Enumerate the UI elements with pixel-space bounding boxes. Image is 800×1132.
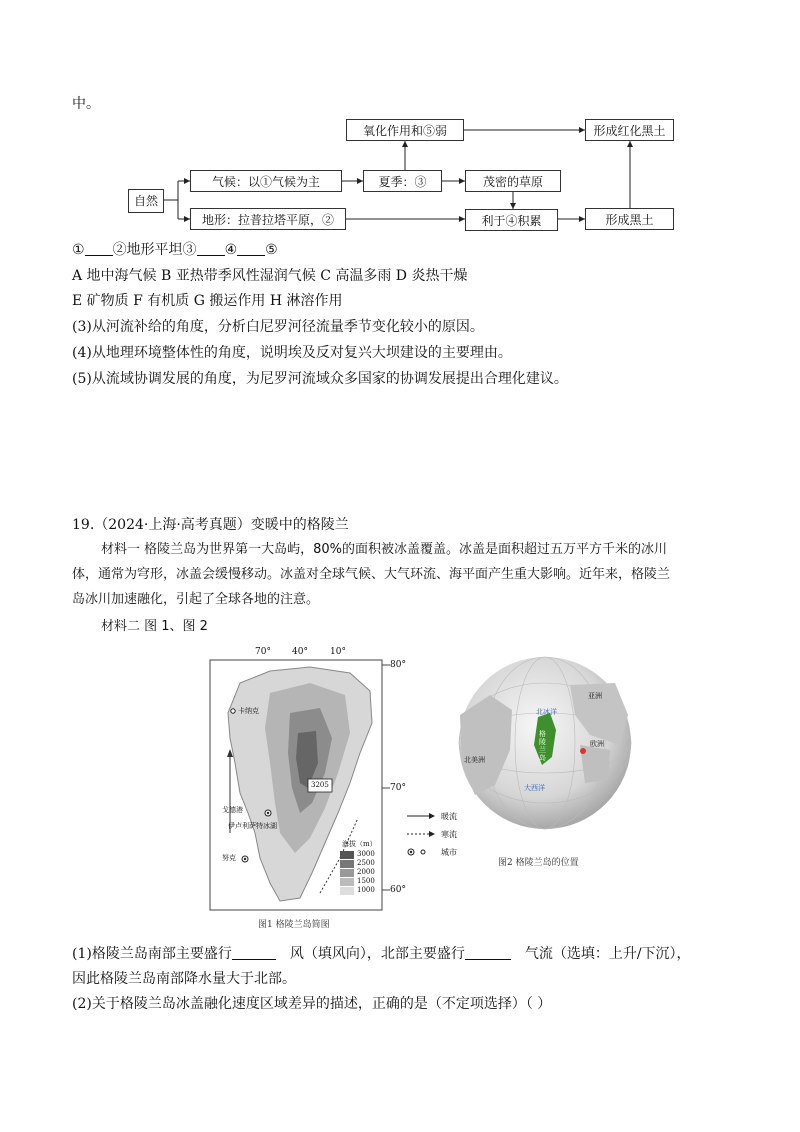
peak-elevation: 3205 xyxy=(311,781,329,789)
answer-blanks-line xyxy=(72,240,278,260)
question-18-part-5: (5)从流域协调发展的角度，为尼罗河流域众多国家的协调发展提出合理化建议。 xyxy=(72,371,568,387)
globe-label-greenland: 格陵兰岛 xyxy=(539,730,546,762)
flow-node-summer: 夏季：③ xyxy=(363,170,442,192)
figure-1-greenland-map xyxy=(200,643,410,933)
lat-label-70: 70° xyxy=(390,783,406,793)
elevation-legend-title: 海拔（m） xyxy=(342,840,377,848)
lon-label-10: 10° xyxy=(330,647,346,657)
elevation-level-2500: 2500 xyxy=(357,859,375,867)
flow-node-black-soil: 形成黑土 xyxy=(585,208,674,230)
options-row-1: A 地中海气候 B 亚热带季风性湿润气候 C 高温多雨 D 炎热干燥 xyxy=(72,268,468,284)
answer-blank-4[interactable] xyxy=(237,241,265,256)
place-ilulissat: 伊卢利萨特冰湖 xyxy=(228,822,277,830)
greenland-map-graphic xyxy=(200,643,410,933)
question-19-heading: 19.（2024·上海·高考真题）变暖中的格陵兰 xyxy=(72,517,349,533)
options-row-2: E 矿物质 F 有机质 G 搬运作用 H 淋溶作用 xyxy=(72,293,343,309)
globe-label-asia: 亚洲 xyxy=(588,692,602,700)
material-1-line-3: 岛冰川加速融化，引起了全球各地的注意。 xyxy=(72,592,320,607)
figure-2-caption: 图2 格陵兰岛的位置 xyxy=(498,858,579,868)
answer-label-4: ④ xyxy=(224,242,238,258)
lon-label-40: 40° xyxy=(292,647,308,657)
answer-blank-wind-direction[interactable] xyxy=(232,945,276,960)
legend-city: 城市 xyxy=(441,848,457,857)
flow-node-terrain: 地形：拉普拉塔平原，② xyxy=(190,208,346,230)
legend-cold-current: 寒流 xyxy=(441,830,457,839)
material-1-line-1: 材料一 格陵兰岛为世界第一大岛屿，80%的面积被冰盖覆盖。冰盖是面积超过五万平方千米的冰川 xyxy=(101,542,668,557)
answer-label-1: ① xyxy=(72,242,85,258)
globe-label-atlantic: 大西洋 xyxy=(524,784,545,792)
flow-node-climate: 气候：以①气候为主 xyxy=(190,170,342,192)
material-1-line-2: 体，通常为穹形，冰盖会缓慢移动。冰盖对全球气候、大气环流、海平面产生重大影响。近年来，格陵兰 xyxy=(72,567,671,582)
figure-1-caption: 图1 格陵兰岛简图 xyxy=(258,920,330,930)
question-18-part-4: (4)从地理环境整体性的角度，说明埃及反对复兴大坝建设的主要理由。 xyxy=(72,345,512,361)
lat-label-80: 80° xyxy=(390,660,406,670)
sub1-part-a: (1)格陵兰岛南部主要盛行 xyxy=(72,946,232,962)
answer-label-5: ⑤ xyxy=(265,242,278,258)
material-2-label: 材料二 图 1、图 2 xyxy=(101,619,208,634)
question-18-part-3: (3)从河流补给的角度，分析白尼罗河径流量季节变化较小的原因。 xyxy=(72,319,484,335)
place-nuuk: 努克 xyxy=(222,854,236,862)
place-godhavn: 戈德港 xyxy=(222,806,243,814)
lat-label-60: 60° xyxy=(390,885,406,895)
elevation-level-2000: 2000 xyxy=(357,868,375,876)
answer-blank-1[interactable] xyxy=(85,241,113,256)
flow-node-root: 自然 xyxy=(128,189,164,213)
globe-label-arctic-ocean: 北冰洋 xyxy=(536,708,557,716)
legend-warm-current: 暖流 xyxy=(441,812,457,821)
question-19-sub-2: (2)关于格陵兰岛冰盖融化速度区域差异的描述，正确的是（不定项选择）（ ） xyxy=(72,996,552,1012)
figure-2-globe xyxy=(450,655,640,870)
place-kanak: 卡纳克 xyxy=(238,707,259,715)
flow-node-red-soil: 形成红化黑土 xyxy=(585,119,674,141)
elevation-level-3000: 3000 xyxy=(357,850,375,858)
flow-node-oxidation: 氧化作用和⑤弱 xyxy=(346,119,464,141)
flow-node-grassland: 茂密的草原 xyxy=(465,170,561,192)
flow-node-accumulate: 利于④积累 xyxy=(465,209,558,231)
intro-fragment: 中。 xyxy=(72,96,100,112)
globe-label-north-america: 北美洲 xyxy=(464,756,485,764)
question-19-sub-1-line-1 xyxy=(72,944,691,964)
elevation-level-1000: 1000 xyxy=(357,886,375,894)
elevation-level-1500: 1500 xyxy=(357,877,375,885)
sub1-part-b: 风（填风向），北部主要盛行 xyxy=(289,946,465,962)
sub1-part-c: 气流（选填：上升/下沉）， xyxy=(524,946,691,962)
answer-blank-airflow[interactable] xyxy=(465,945,511,960)
globe-label-europe: 欧洲 xyxy=(590,740,604,748)
question-19-sub-1-line-2: 因此格陵兰岛南部降水量大于北部。 xyxy=(72,971,296,987)
answer-label-2-3: ②地形平坦③ xyxy=(112,242,197,258)
lon-label-70: 70° xyxy=(255,647,271,657)
answer-blank-3[interactable] xyxy=(197,241,225,256)
